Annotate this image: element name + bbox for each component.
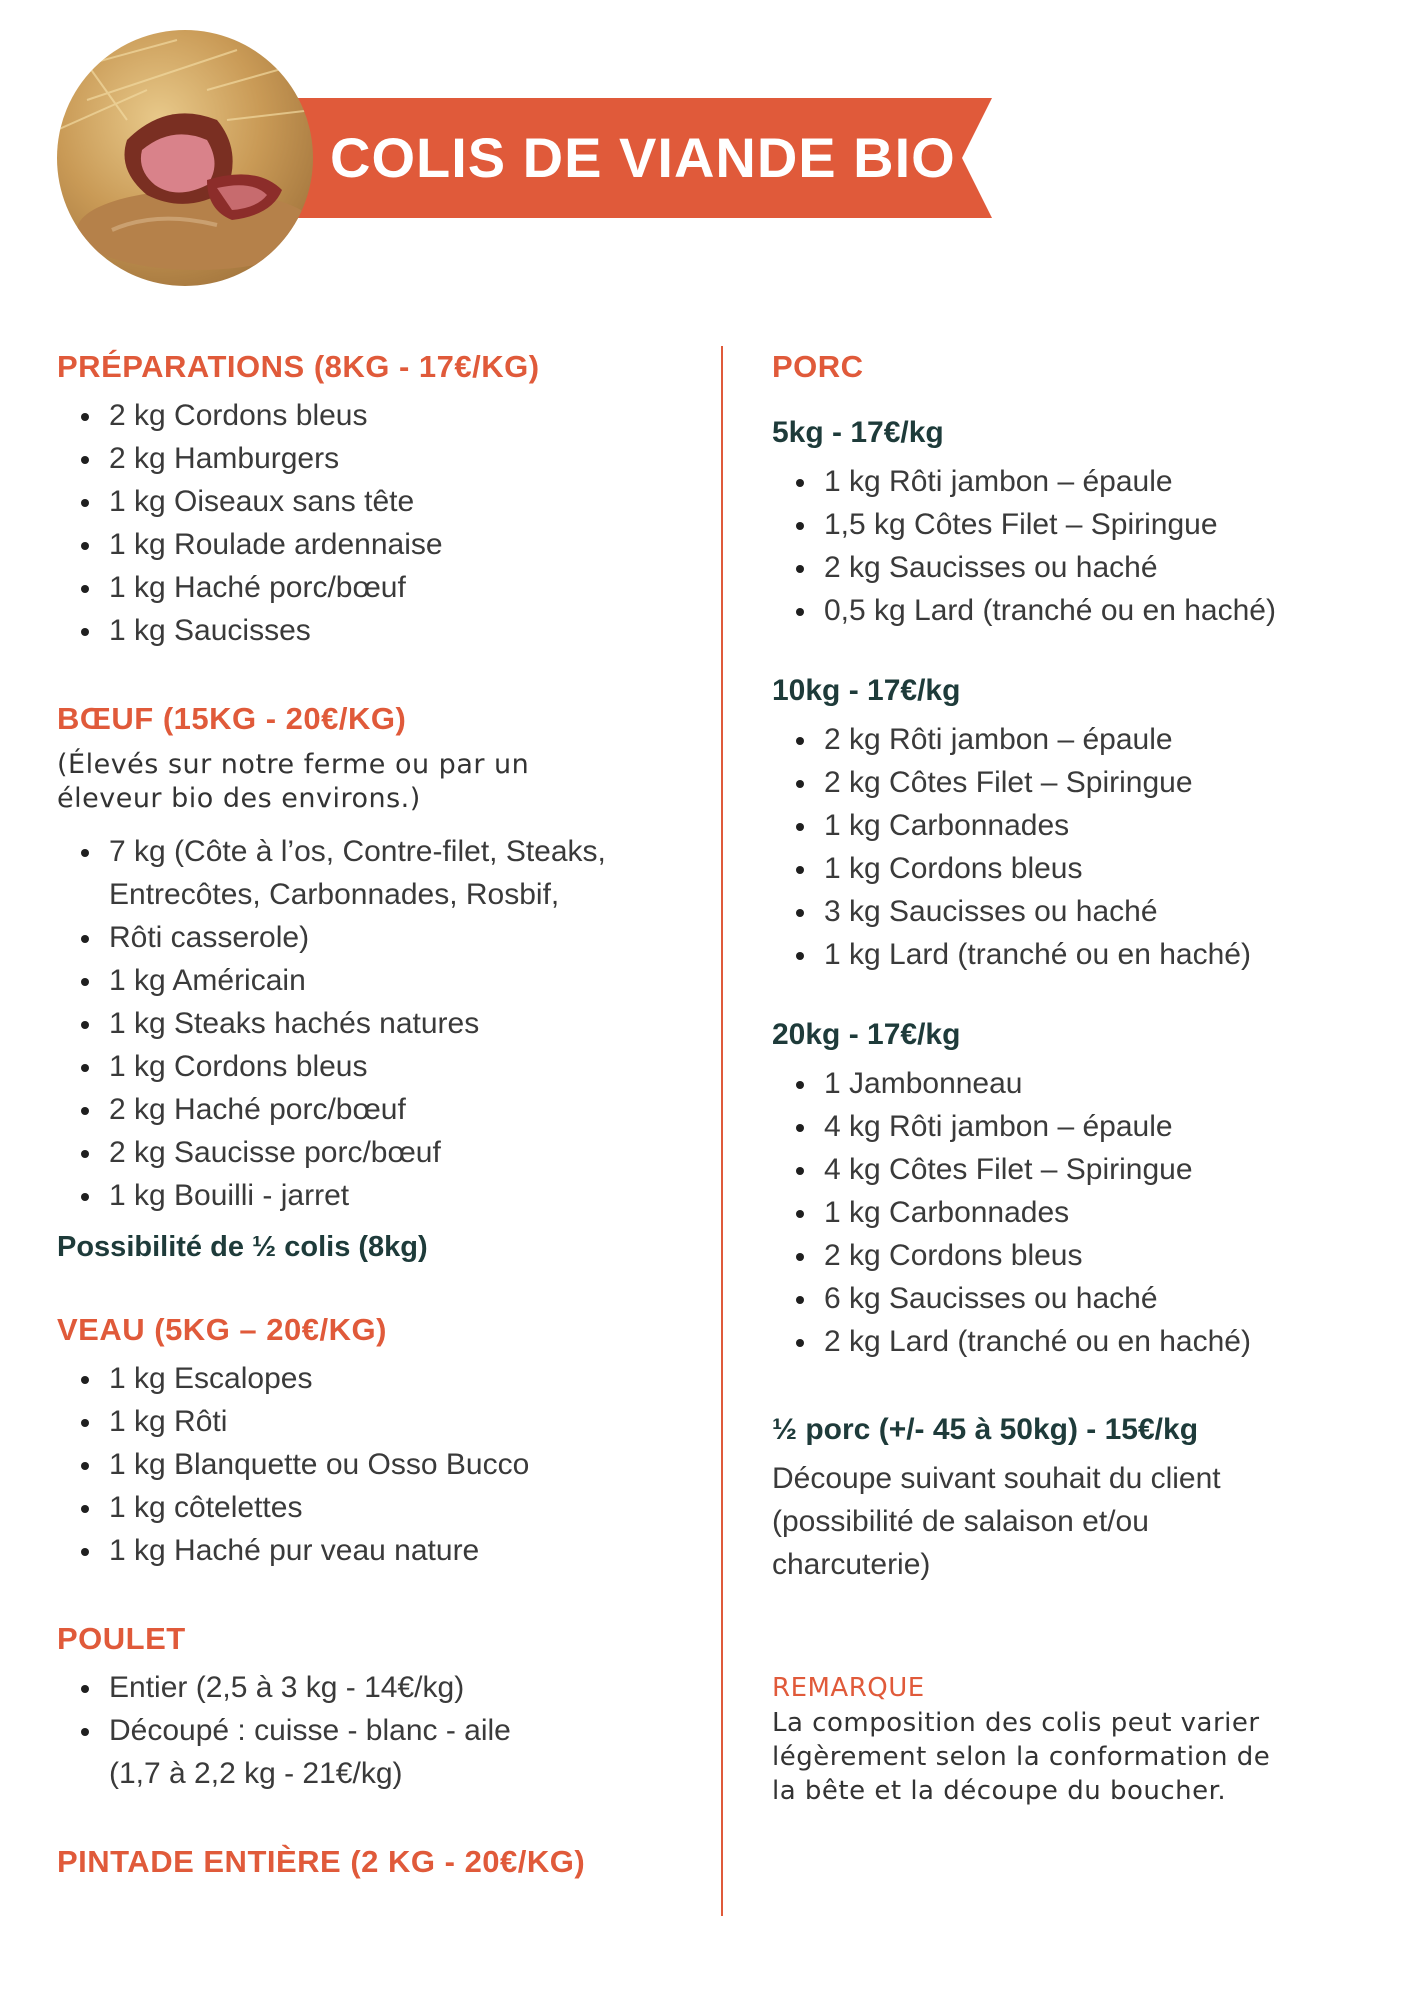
list-item: 1 Jambonneau — [796, 1062, 1372, 1105]
remarque-line: la bête et la découpe du boucher. — [772, 1776, 1227, 1806]
porc-half-line: charcuterie) — [772, 1548, 931, 1581]
veau-list — [57, 1357, 697, 1572]
porc-20kg-title: 20kg - 17€/kg — [772, 1018, 961, 1051]
list-item: 1 kg Cordons bleus — [81, 1045, 697, 1088]
list-item: 1 kg Roulade ardennaise — [81, 523, 697, 566]
boeuf-half-option: Possibilité de ½ colis (8kg) — [57, 1231, 428, 1263]
porc-20kg-list — [772, 1062, 1372, 1363]
list-item: 6 kg Saucisses ou haché — [796, 1277, 1372, 1320]
list-item: Rôti casserole) — [81, 916, 697, 959]
list-item: 1 kg Haché pur veau nature — [81, 1529, 697, 1572]
list-item: 2 kg Rôti jambon – épaule — [796, 718, 1372, 761]
list-item: 0,5 kg Lard (tranché ou en haché) — [796, 589, 1372, 632]
list-item: 1 kg Saucisses — [81, 609, 697, 652]
porc-half-line: (possibilité de salaison et/ou — [772, 1505, 1149, 1538]
list-item: 2 kg Lard (tranché ou en haché) — [796, 1320, 1372, 1363]
list-item: 1 kg Rôti jambon – épaule — [796, 460, 1372, 503]
porc-half-title: ½ porc (+/- 45 à 50kg) - 15€/kg — [772, 1413, 1199, 1446]
section-boeuf — [57, 692, 697, 1271]
list-item: 2 kg Côtes Filet – Spiringue — [796, 761, 1372, 804]
list-item: 1 kg Rôti — [81, 1400, 697, 1443]
list-item: 1 kg Steaks hachés natures — [81, 1002, 697, 1045]
veau-title: VEAU (5KG – 20€/KG) — [57, 1312, 387, 1347]
porc-10kg-title: 10kg - 17€/kg — [772, 674, 961, 707]
porc-half-line: Découpe suivant souhait du client — [772, 1462, 1221, 1495]
list-item: 1,5 kg Côtes Filet – Spiringue — [796, 503, 1372, 546]
list-item: 2 kg Cordons bleus — [81, 394, 697, 437]
list-item: 2 kg Cordons bleus — [796, 1234, 1372, 1277]
pintade-title: PINTADE ENTIÈRE (2 KG - 20€/KG) — [57, 1844, 586, 1879]
list-item-continuation: Entrecôtes, Carbonnades, Rosbif, — [109, 878, 560, 911]
section-preparations — [57, 340, 697, 652]
list-item: 2 kg Saucisse porc/bœuf — [81, 1131, 697, 1174]
list-item: 1 kg Blanquette ou Osso Bucco — [81, 1443, 697, 1486]
preparations-title: PRÉPARATIONS (8KG - 17€/KG) — [57, 349, 540, 384]
list-item: 3 kg Saucisses ou haché — [796, 890, 1372, 933]
porc-5kg-list — [772, 460, 1372, 632]
list-item: 2 kg Hamburgers — [81, 437, 697, 480]
list-item: 1 kg Oiseaux sans tête — [81, 480, 697, 523]
list-item: 1 kg Lard (tranché ou en haché) — [796, 933, 1372, 976]
boeuf-note — [57, 748, 697, 816]
remarque-box — [772, 1670, 1372, 1808]
list-item: Découpé : cuisse - blanc - aile — [81, 1709, 697, 1752]
porc-title: PORC — [772, 349, 864, 384]
list-item: 7 kg (Côte à l’os, Contre-filet, Steaks, — [81, 830, 697, 873]
list-item: 1 kg Escalopes — [81, 1357, 697, 1400]
list-item: 1 kg Américain — [81, 959, 697, 1002]
porc-5kg — [772, 406, 1372, 632]
boeuf-title: BŒUF (15KG - 20€/KG) — [57, 701, 407, 736]
boeuf-note-line: (Élevés sur notre ferme ou par un — [57, 749, 530, 780]
right-column — [772, 340, 1372, 1808]
remarque-line: La composition des colis peut varier — [772, 1708, 1260, 1738]
left-column — [57, 340, 697, 1889]
list-item: 2 kg Haché porc/bœuf — [81, 1088, 697, 1131]
list-item: 2 kg Saucisses ou haché — [796, 546, 1372, 589]
poulet-list — [57, 1666, 697, 1795]
section-poulet — [57, 1612, 697, 1795]
remarque-line: légèrement selon la conformation de — [772, 1742, 1271, 1772]
porc-20kg — [772, 1008, 1372, 1363]
list-item: 1 kg Carbonnades — [796, 804, 1372, 847]
porc-10kg — [772, 664, 1372, 976]
list-item: Entier (2,5 à 3 kg - 14€/kg) — [81, 1666, 697, 1709]
list-item: 1 kg Bouilli - jarret — [81, 1174, 697, 1217]
preparations-list — [57, 394, 697, 652]
list-item: 1 kg Carbonnades — [796, 1191, 1372, 1234]
boeuf-list — [57, 830, 697, 1217]
list-item: 1 kg Cordons bleus — [796, 847, 1372, 890]
title-banner — [290, 98, 992, 218]
list-item: 4 kg Rôti jambon – épaule — [796, 1105, 1372, 1148]
column-divider — [721, 346, 723, 1916]
list-item: 4 kg Côtes Filet – Spiringue — [796, 1148, 1372, 1191]
ham-illustration — [57, 30, 313, 286]
page-title: COLIS DE VIANDE BIO — [330, 126, 956, 189]
list-item: 1 kg Haché porc/bœuf — [81, 566, 697, 609]
section-veau — [57, 1303, 697, 1572]
porc-5kg-title: 5kg - 17€/kg — [772, 416, 944, 449]
list-item-continuation: (1,7 à 2,2 kg - 21€/kg) — [109, 1757, 403, 1790]
section-pintade — [57, 1835, 697, 1889]
poulet-title: POULET — [57, 1621, 186, 1656]
list-item: 1 kg côtelettes — [81, 1486, 697, 1529]
boeuf-note-line: éleveur bio des environs.) — [57, 783, 421, 814]
ham-photo — [57, 30, 313, 286]
porc-10kg-list — [772, 718, 1372, 976]
remarque-title: REMARQUE — [772, 1673, 925, 1703]
porc-half — [772, 1403, 1372, 1586]
